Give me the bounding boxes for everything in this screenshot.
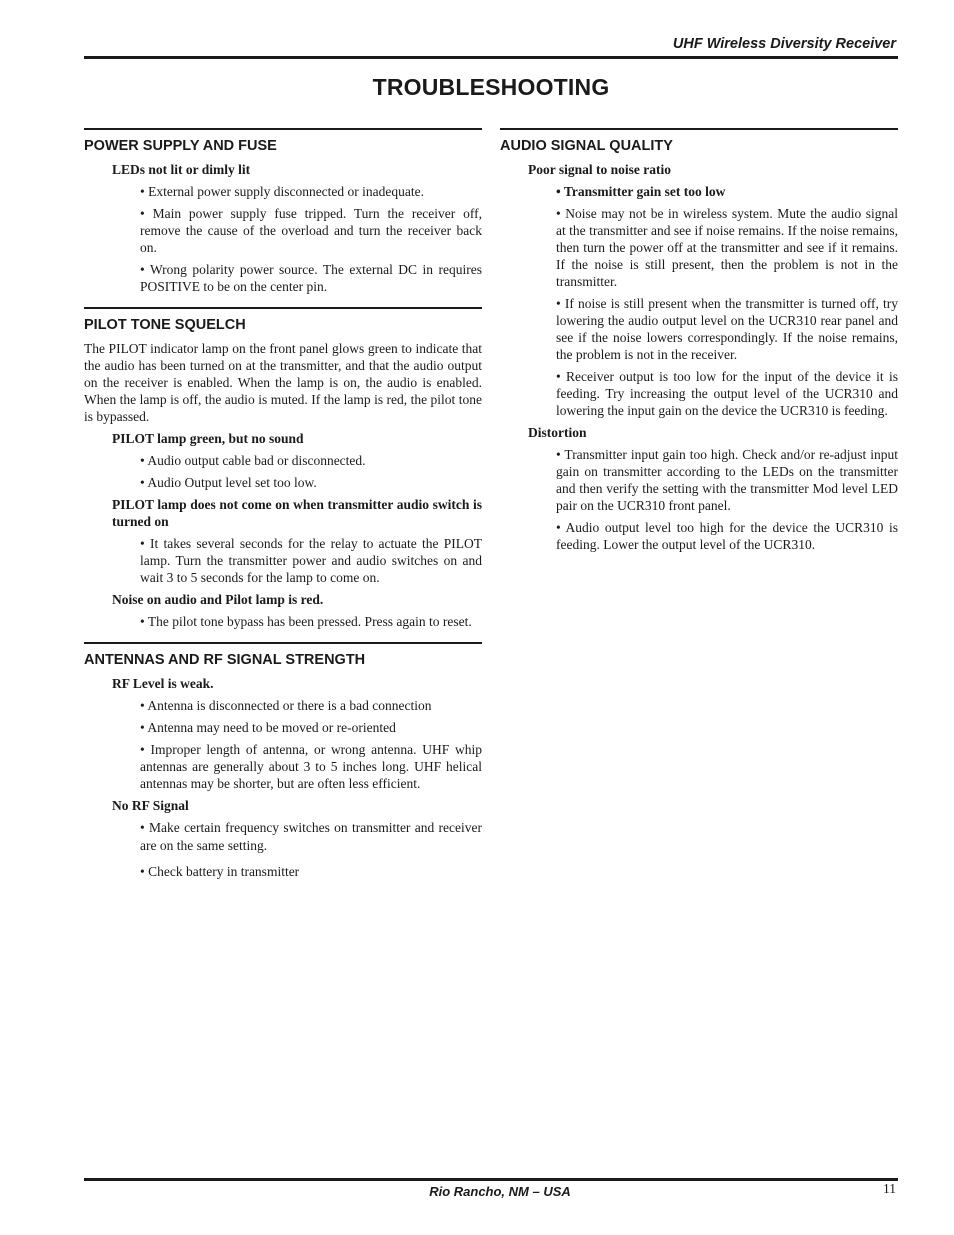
symptom-heading: RF Level is weak. bbox=[112, 676, 214, 691]
section-title: POWER SUPPLY AND FUSE bbox=[84, 138, 277, 154]
section-antennas bbox=[84, 642, 482, 881]
symptom-heading: Distortion bbox=[528, 425, 587, 440]
left-column bbox=[84, 128, 482, 893]
section-power-supply bbox=[84, 128, 482, 295]
remedy-item: • Make certain frequency switches on transmitter and receiver are on the same setting. bbox=[140, 820, 482, 853]
symptom-heading: Noise on audio and Pilot lamp is red. bbox=[112, 592, 324, 607]
symptom-heading: PILOT lamp green, but no sound bbox=[112, 431, 304, 446]
footer-rule bbox=[84, 1178, 898, 1181]
symptom-heading: No RF Signal bbox=[112, 798, 189, 813]
remedy-item: • Check battery in transmitter bbox=[140, 864, 300, 879]
remedy-item: • Wrong polarity power source. The external DC in requires POSITIVE to be on the center pin. bbox=[140, 262, 482, 294]
section-audio-quality bbox=[500, 128, 898, 553]
remedy-item: • Transmitter input gain too high. Check and/or re-adjust input gain on transmitter according to the LEDs on the transmitter and then verify the setting with the transmitter Mod level LED pair on the UCR310 front panel. bbox=[556, 447, 898, 513]
remedy-item: • Main power supply fuse tripped. Turn the receiver off, remove the cause of the overload and turn the receiver back on. bbox=[140, 206, 482, 255]
symptom-heading: LEDs not lit or dimly lit bbox=[112, 162, 251, 177]
running-header: UHF Wireless Diversity Receiver bbox=[672, 36, 896, 52]
remedy-item: • Noise may not be in wireless system. Mute the audio signal at the transmitter and see if noise remains. If the noise remains, then turn the power off at the transmitter and see if it remains. If the noise is still present, then the problem is not in the transmitter. bbox=[556, 206, 898, 289]
section-title: ANTENNAS AND RF SIGNAL STRENGTH bbox=[84, 652, 366, 668]
footer-location: Rio Rancho, NM – USA bbox=[429, 1184, 571, 1199]
remedy-item: • Improper length of antenna, or wrong antenna. UHF whip antennas are generally about 3 to 5 inches long. UHF helical antennas may be shorter, but are often less efficient. bbox=[140, 742, 482, 791]
symptom-heading: Poor signal to noise ratio bbox=[528, 162, 671, 177]
remedy-item: • Audio output cable bad or disconnected. bbox=[140, 453, 366, 468]
remedy-item: • If noise is still present when the transmitter is turned off, try lowering the audio output level on the UCR310 rear panel and see if the noise lowers correspondingly. If the noise remains, the problem is not in the receiver. bbox=[556, 296, 898, 362]
section-title: PILOT TONE SQUELCH bbox=[84, 317, 246, 333]
remedy-item: • Receiver output is too low for the input of the device it is feeding. Try increasing the output level of the UCR310 and lowering the input gain on the device the UCR310 is feeding. bbox=[556, 369, 898, 418]
symptom-heading: PILOT lamp does not come on when transmitter audio switch is turned on bbox=[112, 497, 482, 529]
section-pilot-tone bbox=[84, 307, 482, 630]
remedy-item: • The pilot tone bypass has been pressed. Press again to reset. bbox=[140, 614, 472, 629]
right-column bbox=[500, 128, 898, 565]
remedy-item: • Antenna is disconnected or there is a bad connection bbox=[140, 698, 432, 713]
cause-heading: • Transmitter gain set too low bbox=[556, 184, 726, 199]
remedy-item: • It takes several seconds for the relay to actuate the PILOT lamp. Turn the transmitter power and audio switches on and wait 3 to 5 seconds for the lamp to come on. bbox=[140, 536, 482, 585]
page-title: TROUBLESHOOTING bbox=[372, 74, 610, 100]
remedy-item: • Antenna may need to be moved or re-oriented bbox=[140, 720, 396, 735]
header-rule bbox=[84, 56, 898, 59]
remedy-item: • External power supply disconnected or inadequate. bbox=[140, 184, 425, 199]
remedy-item: • Audio output level too high for the device the UCR310 is feeding. Lower the output level of the UCR310. bbox=[556, 520, 898, 552]
page-number: 11 bbox=[883, 1181, 896, 1196]
remedy-item: • Audio Output level set too low. bbox=[140, 475, 317, 490]
section-intro: The PILOT indicator lamp on the front panel glows green to indicate that the audio has been turned on at the transmitter, and that the audio output on the receiver is enabled. When the lamp is on, the audio is enabled. When the lamp is off, the audio is muted. If the lamp is red, the pilot tone is bypassed. bbox=[84, 341, 482, 424]
section-title: AUDIO SIGNAL QUALITY bbox=[500, 138, 673, 154]
